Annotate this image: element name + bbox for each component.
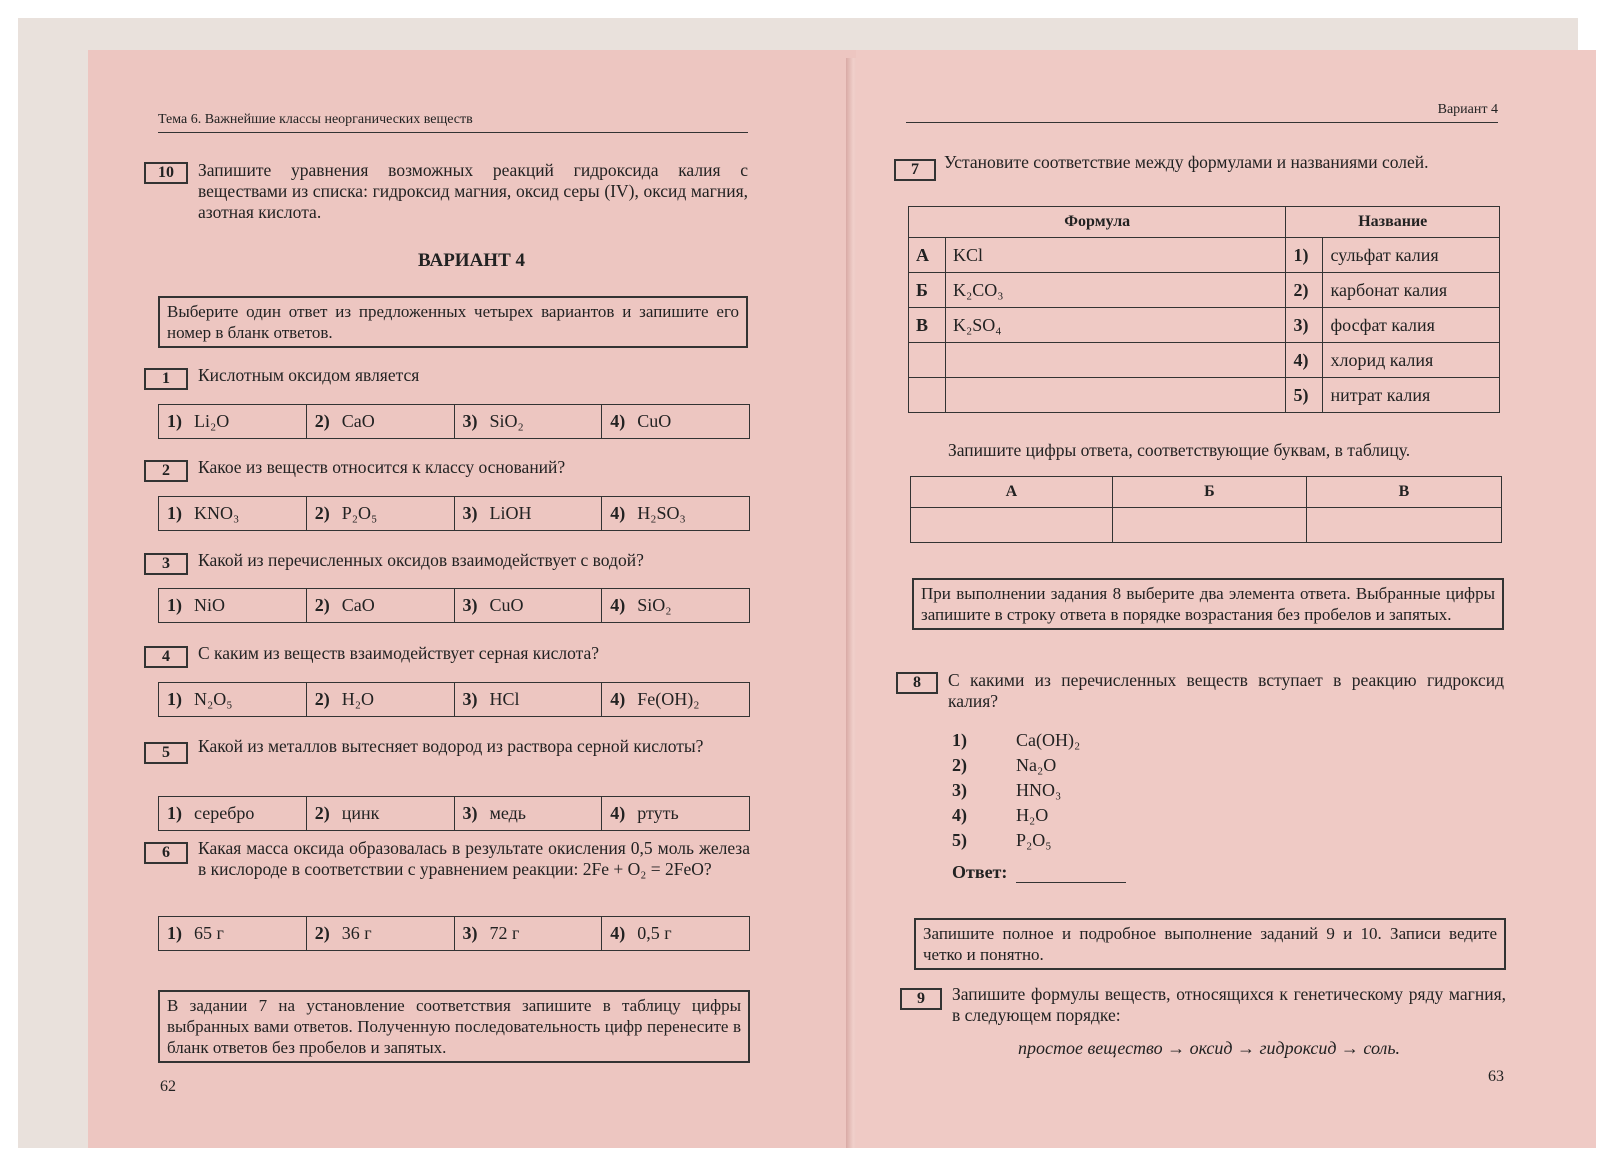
option[interactable]: 2) 36 г [306,917,454,951]
empty-cell [946,343,1286,378]
option[interactable]: 1) KNO₃ [159,497,307,531]
formula-cell: K₂SO₄ [946,308,1286,343]
question-10-number: 10 [144,162,188,184]
answer-label: Ответ: [952,862,1008,882]
right-page [856,50,1596,1148]
name-number: 2) [1286,273,1323,308]
empty-cell [909,343,946,378]
option[interactable]: 3) SiO₂ [454,405,602,439]
name-column-header: Название [1286,207,1500,238]
book-spread [18,18,1578,1148]
option[interactable]: 4) 0,5 г [602,917,750,951]
answer-letter: В [1307,477,1502,508]
list-item: 4) H₂O [952,805,1049,825]
question-4-text: С каким из веществ взаимодействует серная кислота? [198,643,600,663]
option[interactable]: 2) цинк [306,797,454,831]
list-item: 5) P₂O₅ [952,830,1052,850]
formula-letter: Б [909,273,946,308]
left-page [88,50,858,1148]
list-item: 1) Ca(OH)₂ [952,730,1081,750]
option[interactable]: 3) CuO [454,589,602,623]
question-5-text: Какой из металлов вытесняет водород из раствора серной кислоты? [198,736,704,756]
option[interactable]: 4) CuO [602,405,750,439]
option[interactable]: 1) Li₂O [159,405,307,439]
question-3-number: 3 [144,553,188,575]
question-6-number: 6 [144,842,188,864]
question-5-options [158,796,750,831]
answer-letter: А [911,477,1113,508]
option[interactable]: 1) 65 г [159,917,307,951]
option[interactable]: 2) CaO [306,405,454,439]
instruction-box-2: В задании 7 на установление соответствия запишите в таблицу цифры выбранных вами ответов. Полученную последовательность цифр перенесите в бланк ответов без пробелов и запятых. [158,990,750,1063]
question-4-number: 4 [144,646,188,668]
option[interactable]: 3) 72 г [454,917,602,951]
formula-letter: А [909,238,946,273]
option[interactable]: 1) NiO [159,589,307,623]
answer-table [910,476,1502,543]
answer-cell[interactable] [1112,508,1306,543]
option[interactable]: 1) серебро [159,797,307,831]
question-1-number: 1 [144,368,188,390]
option[interactable]: 4) SiO₂ [602,589,750,623]
option[interactable]: 3) медь [454,797,602,831]
sequence-text: простое вещество → оксид → гидроксид → соль. [1018,1038,1401,1058]
question-10-text: Запишите уравнения возможных реакций гидроксида калия с веществами из списка: гидроксид магния, оксид серы (IV), оксид магния, азотная кислота. [198,160,748,222]
question-3-text: Какой из перечисленных оксидов взаимодействует с водой? [198,550,644,570]
left-page-header: Тема 6. Важнейшие классы неорганических веществ [158,112,748,133]
question-5-number: 5 [144,742,188,764]
answer-line[interactable] [1016,882,1126,883]
name-cell: карбонат калия [1323,273,1500,308]
option[interactable]: 4) Fe(OH)₂ [602,683,750,717]
question-7-number: 7 [894,159,936,181]
question-1-text: Кислотным оксидом является [198,365,420,385]
option[interactable]: 3) HCl [454,683,602,717]
page-number-left: 62 [160,1078,176,1095]
variant-title: ВАРИАНТ 4 [418,250,526,271]
page-number-right: 63 [1488,1068,1504,1085]
formula-letter: В [909,308,946,343]
answer-letter: Б [1112,477,1306,508]
question-2-number: 2 [144,460,188,482]
question-7-text: Установите соответствие между формулами и названиями солей. [944,152,1429,172]
formula-cell: K₂CO₃ [946,273,1286,308]
answer-cell[interactable] [911,508,1113,543]
name-number: 4) [1286,343,1323,378]
question-3-options [158,588,750,623]
option[interactable]: 2) CaO [306,589,454,623]
formula-column-header: Формула [909,207,1286,238]
name-cell: хлорид калия [1323,343,1500,378]
name-number: 1) [1286,238,1323,273]
option[interactable]: 4) H₂SO₃ [602,497,750,531]
question-8-list [952,728,1080,853]
list-item: 3) HNO₃ [952,780,1062,800]
name-number: 3) [1286,308,1323,343]
question-1-options [158,404,750,439]
question-2-text: Какое из веществ относится к классу оснований? [198,457,566,477]
option[interactable]: 2) H₂O [306,683,454,717]
option[interactable]: 3) LiOH [454,497,602,531]
question-9-text: Запишите формулы веществ, относящихся к генетическому ряду магния, в следующем порядке: [952,984,1506,1025]
name-cell: сульфат калия [1323,238,1500,273]
option[interactable]: 1) N₂O₅ [159,683,307,717]
option[interactable]: 4) ртуть [602,797,750,831]
instruction-box-1: Выберите один ответ из предложенных четырех вариантов и запишите его номер в бланк ответов. [158,296,748,348]
question-4-options [158,682,750,717]
answer-table-prompt: Запишите цифры ответа, соответствующие буквам, в таблицу. [948,440,1411,460]
question-8-number: 8 [896,672,938,694]
matching-table [908,206,1500,413]
option[interactable]: 2) P₂O₅ [306,497,454,531]
question-6-options [158,916,750,951]
name-cell: нитрат калия [1323,378,1500,413]
answer-cell[interactable] [1307,508,1502,543]
question-9-number: 9 [900,988,942,1010]
name-number: 5) [1286,378,1323,413]
list-item: 2) Na₂O [952,755,1057,775]
question-8-text: С какими из перечисленных веществ вступает в реакцию гидроксид калия? [948,670,1504,711]
formula-cell: KCl [946,238,1286,273]
question-2-options [158,496,750,531]
question-6-text: Какая масса оксида образовалась в результате окисления 0,5 моль железа в кислороде в соответствии с уравнением реакции: 2Fe + O₂ = 2FeO? [198,838,750,879]
instruction-box-9: Запишите полное и подробное выполнение заданий 9 и 10. Записи ведите четко и понятно. [914,918,1506,970]
right-page-header: Вариант 4 [906,102,1498,123]
instruction-box-8: При выполнении задания 8 выберите два элемента ответа. Выбранные цифры запишите в строку ответа в порядке возрастания без пробелов и запятых. [912,578,1504,630]
name-cell: фосфат калия [1323,308,1500,343]
empty-cell [909,378,946,413]
empty-cell [946,378,1286,413]
